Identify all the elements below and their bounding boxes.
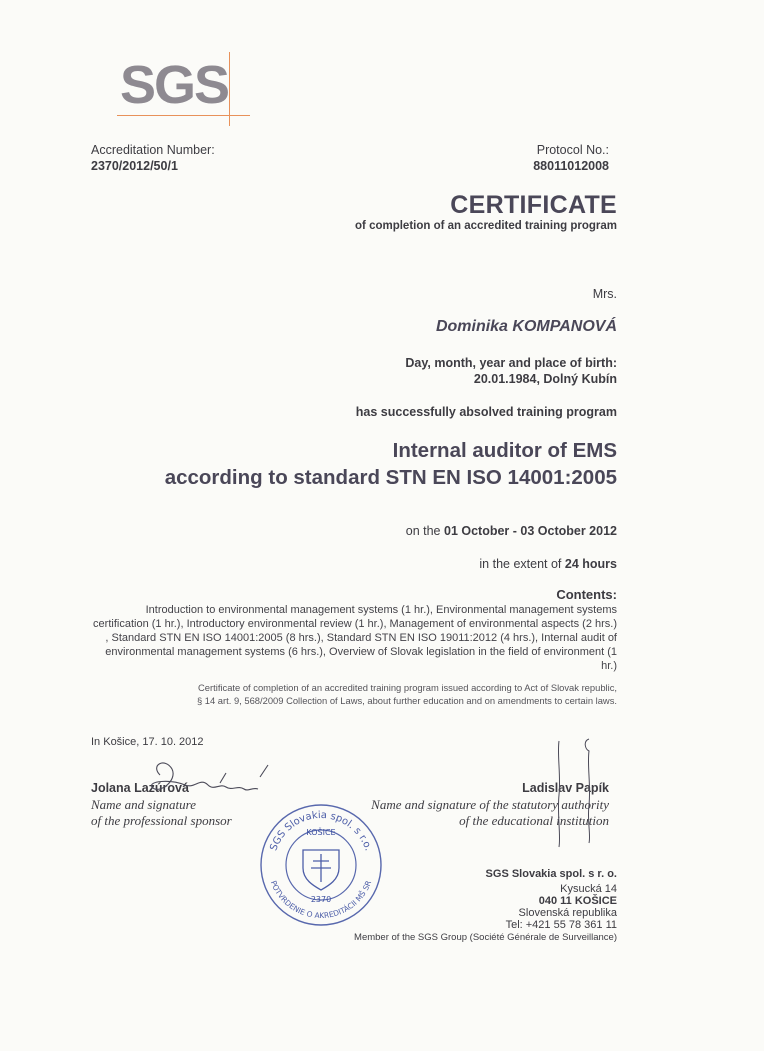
dates-value: 01 October - 03 October 2012 (444, 524, 617, 538)
contents-title: Contents: (556, 587, 617, 602)
place-date: In Košice, 17. 10. 2012 (91, 736, 204, 748)
accreditation-label: Accreditation Number: (91, 143, 215, 157)
recipient-name: Dominika KOMPANOVÁ (435, 318, 617, 335)
sponsor-caption-2: of the professional sponsor (91, 813, 232, 828)
authority-caption-2: of the educational institution (459, 813, 609, 828)
extent-value: 24 hours (564, 557, 617, 571)
company-name: SGS Slovakia spol. s r. o. (485, 868, 617, 880)
legal-note (147, 682, 617, 707)
stamp-city: KOŠICE (306, 828, 336, 837)
legal-line-1: Certificate of completion of an accredited training program issued according to Act of Slovak republic, (198, 682, 617, 693)
official-stamp (258, 802, 384, 928)
stamp-bottom-text: POTVRDENIE O AKREDITÁCII MŠ SR (268, 879, 374, 921)
company-city: 040 11 KOŠICE (538, 895, 617, 907)
protocol-label: Protocol No.: (536, 143, 609, 157)
contents-text: Introduction to environmental management systems (1 hr.), Environmental management systems certification (1 hr.), Introductory environmental review (1 hr.), Management of environmental aspects (2 hrs.) , Standard STN EN ISO 14001:2005 (8 hrs.), Standard STN EN ISO 19011:2012 (4 hrs.), Internal audit of environmental management systems (6 hrs.), Overview of Slovak legislation in the field of environment (1 hr.) (93, 604, 617, 672)
certificate-title: CERTIFICATE (450, 191, 617, 219)
sponsor-name: Jolana Lazúrová (91, 781, 189, 795)
sgs-logo: SGS (120, 55, 229, 115)
salutation: Mrs. (592, 287, 617, 301)
company-street: Kysucká 14 (560, 883, 617, 895)
certificate-subtitle: of completion of an accredited training program (355, 220, 617, 232)
authority-name: Ladislav Papík (522, 781, 609, 795)
protocol-number: 88011012008 (533, 159, 609, 173)
stamp-cross-emblem (303, 850, 339, 890)
program-line-2: according to standard STN EN ISO 14001:2005 (164, 466, 617, 489)
company-phone: Tel: +421 55 78 361 11 (505, 919, 617, 931)
birth-value: 20.01.1984, Dolný Kubín (473, 372, 617, 386)
dates-prefix: on the (405, 524, 441, 538)
extent-prefix: in the extent of (479, 557, 562, 571)
stamp-number: 2370 (310, 895, 332, 904)
authority-caption-1: Name and signature of the statutory authority (371, 797, 609, 812)
training-dates (406, 524, 617, 538)
sponsor-caption-1: Name and signature (91, 797, 196, 812)
company-country: Slovenská republika (518, 907, 617, 919)
birth-label: Day, month, year and place of birth: (405, 356, 617, 370)
program-title (165, 437, 617, 491)
statement: has successfully absolved training program (355, 405, 617, 419)
legal-line-2: § 14 art. 9, 568/2009 Collection of Laws, about further education and on amendments to certain laws. (196, 694, 617, 706)
logo-horizontal-rule (117, 115, 250, 116)
stamp-top-text: SGS Slovakia spol. s r.o. (268, 809, 374, 853)
training-extent (479, 557, 617, 571)
accreditation-number: 2370/2012/50/1 (91, 159, 178, 173)
program-line-1: Internal auditor of EMS (392, 439, 617, 462)
company-member: Member of the SGS Group (Société Générale de Surveillance) (354, 932, 617, 943)
authority-signature (545, 735, 605, 850)
